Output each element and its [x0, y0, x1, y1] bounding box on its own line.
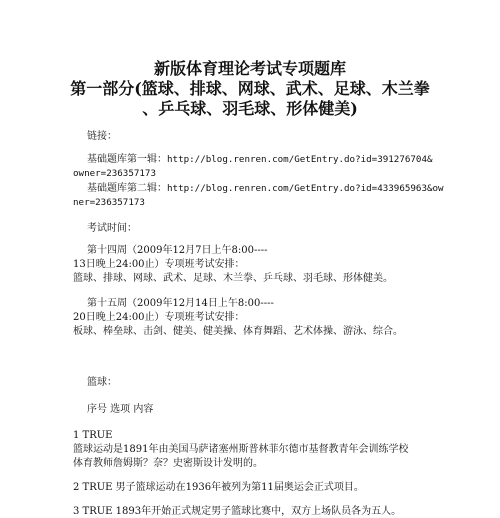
week14-line-1: 第十四周（2009年12月7日上午8:00----	[87, 245, 268, 256]
week14-line-2: 13日晚上24:00止）专项班考试安排：	[73, 259, 245, 270]
document-subtitle-line-2: 、乒乓球、羽毛球、形体健美)	[142, 99, 358, 118]
document-subtitle-line-1: 第一部分(篮球、排球、网球、武术、足球、木兰拳	[70, 79, 430, 98]
question-1-header: 1 TRUE	[73, 430, 113, 441]
question-2: 2 TRUE 男子篮球运动在1936年被列为第11届奥运会正式项目。	[73, 482, 364, 493]
section-heading-basketball: 篮球：	[87, 377, 117, 388]
link2-line-1	[87, 182, 444, 195]
exam-time-heading: 考试时间：	[87, 223, 137, 234]
question-1-text-line-1: 篮球运动是1891年由美国马萨诸塞州斯普林菲尔德市基督教青年会训练学校	[73, 444, 409, 455]
link2-url[interactable]: http://blog.renren.com/GetEntry.do?id=433965963&ow	[167, 183, 444, 194]
week15-line-1: 第十五周（2009年12月14日上午8:00----	[87, 298, 274, 309]
question-1-text-line-2: 体育教师詹姆斯？奈？史密斯设计发明的。	[73, 458, 263, 469]
week15-line-3: 板球、棒垒球、击剑、健美、健美操、体育舞蹈、艺术体操、游泳、综合。	[73, 326, 403, 337]
week15-line-2: 20日晚上24:00止）专项班考试安排：	[73, 312, 245, 323]
question-3: 3 TRUE 1893年开始正式规定男子篮球比赛中，双方上场队员各为五人。	[73, 506, 402, 517]
link1-label: 基础题库第一辑：	[87, 154, 167, 165]
document-title: 新版体育理论考试专项题库	[153, 59, 346, 78]
link1-url-continued[interactable]: owner=236357173	[73, 168, 156, 179]
link1-line-1	[87, 153, 433, 166]
link2-label: 基础题库第二辑：	[87, 183, 167, 194]
week14-line-3: 篮球、排球、网球、武术、足球、木兰拳、乒乓球、羽毛球、形体健美。	[73, 273, 393, 284]
link2-url-continued[interactable]: ner=236357173	[73, 197, 145, 208]
links-heading: 链接：	[87, 131, 117, 142]
table-header: 序号 选项 内容	[87, 404, 154, 415]
link1-url[interactable]: http://blog.renren.com/GetEntry.do?id=391276704&	[167, 154, 433, 165]
